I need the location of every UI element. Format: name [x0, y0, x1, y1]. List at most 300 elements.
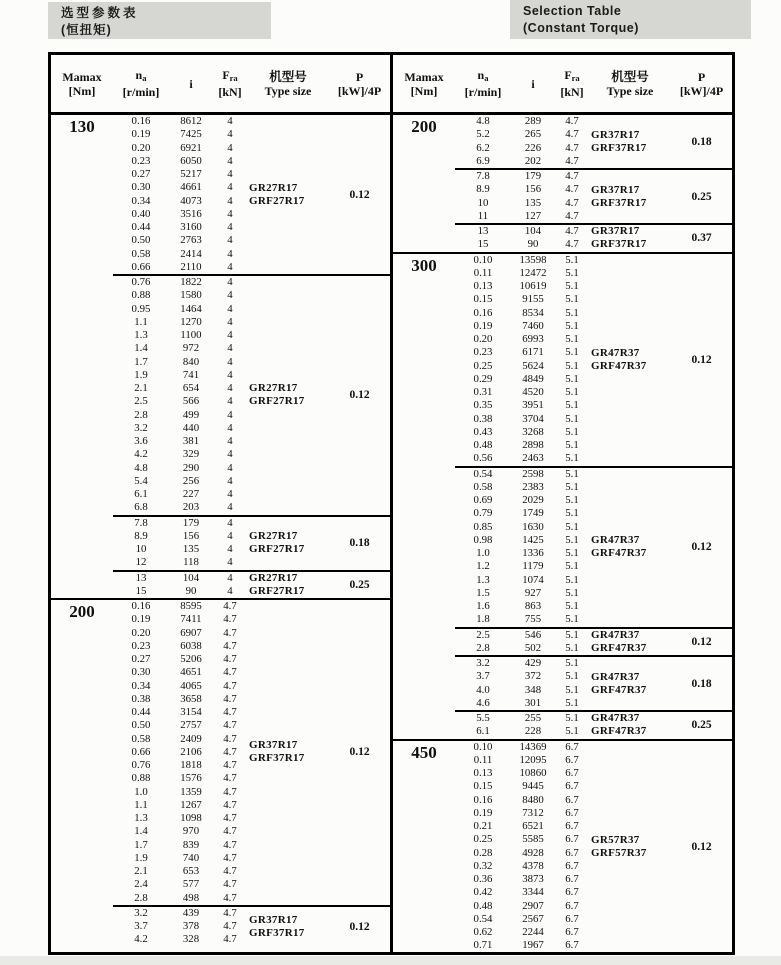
table-row [113, 613, 247, 626]
na-cell: 0.20 [131, 626, 151, 639]
i-cell: 104 [182, 571, 200, 584]
i-cell: 6038 [180, 639, 202, 652]
section-blocks [113, 115, 390, 598]
fra-cell: 4 [227, 342, 233, 355]
i-cell: 1464 [180, 302, 202, 315]
table-row [455, 521, 589, 534]
fra-cell: 4 [227, 501, 233, 514]
fra-cell: 4.7 [223, 653, 237, 665]
fra-cell: 4.7 [223, 851, 237, 864]
column-header-fra: $F_{ra}$ [kN] [218, 68, 242, 99]
table-left-body [51, 115, 390, 952]
fra-cell: 5.1 [565, 306, 579, 319]
fra-cell: 6.7 [565, 939, 579, 952]
na-cell: 1.8 [476, 613, 490, 626]
mamax-value: 200 [411, 117, 437, 136]
table-row [113, 666, 247, 679]
data-block [455, 254, 732, 466]
type-size-value: GR47R37 [591, 670, 640, 683]
i-cell: 4661 [180, 181, 202, 194]
fra-cell: 5.1 [565, 520, 579, 533]
i-cell: 226 [524, 141, 542, 154]
type-size-value: GR27R17 [249, 530, 298, 542]
na-cell: 1.9 [134, 851, 148, 864]
type-size-cell [589, 225, 671, 252]
i-cell: 4378 [522, 859, 544, 872]
type-size-value: GR57R37 [591, 833, 640, 846]
i-cell: 1359 [180, 785, 202, 798]
type-size-cell [247, 572, 329, 599]
table-row [113, 475, 247, 488]
block-rows [455, 468, 589, 627]
type-size-value: GRF27R17 [249, 194, 305, 207]
table-row [113, 316, 247, 329]
na-cell: 0.50 [131, 719, 151, 732]
fra-cell: 4 [227, 408, 233, 421]
fra-cell: 4.7 [223, 838, 237, 851]
na-cell: 5.5 [476, 712, 490, 724]
section-blocks [455, 741, 732, 953]
block-rows [455, 657, 589, 710]
na-cell: 0.95 [131, 302, 151, 315]
fra-cell: 6.7 [565, 793, 579, 806]
data-block [113, 600, 390, 905]
na-cell: 1.0 [476, 547, 490, 559]
na-cell: 0.38 [131, 692, 151, 705]
i-cell: 3268 [522, 425, 544, 438]
table-row [455, 439, 589, 452]
i-cell: 566 [182, 395, 200, 408]
na-cell: 1.1 [134, 798, 148, 811]
i-cell: 440 [182, 421, 200, 434]
na-cell: 0.10 [473, 253, 493, 266]
na-cell: 0.58 [473, 480, 493, 493]
i-cell: 577 [182, 878, 200, 891]
na-cell: 1.4 [134, 342, 148, 355]
i-cell: 863 [524, 600, 542, 612]
table-row [455, 807, 589, 820]
i-cell: 9445 [522, 780, 544, 793]
fra-cell: 5.1 [565, 346, 579, 359]
i-cell: 179 [524, 170, 542, 182]
i-cell: 2598 [522, 467, 544, 480]
table-row [113, 435, 247, 448]
na-cell: 0.44 [131, 221, 151, 233]
i-cell: 5585 [522, 833, 544, 846]
na-cell: 0.43 [473, 425, 493, 438]
type-size-value: GR47R37 [591, 628, 640, 641]
fra-cell: 4 [227, 260, 233, 273]
na-cell: 1.2 [476, 560, 490, 573]
na-cell: 0.88 [131, 772, 151, 785]
fra-cell: 4.7 [565, 209, 579, 222]
fra-cell: 5.1 [565, 425, 579, 438]
i-cell: 301 [524, 696, 542, 709]
table-row [113, 168, 247, 181]
table-left-panel [51, 55, 390, 952]
type-size-value: GRF37R17 [249, 926, 305, 939]
na-cell: 0.48 [473, 439, 493, 451]
i-cell: 2898 [522, 439, 544, 451]
type-size-value: GRF37R17 [249, 752, 305, 765]
fra-cell: 5.1 [565, 452, 579, 465]
table-row [113, 289, 247, 302]
na-cell: 0.54 [473, 912, 493, 925]
i-cell: 8534 [522, 306, 544, 319]
i-cell: 839 [182, 838, 200, 851]
fra-cell: 6.7 [565, 806, 579, 819]
i-cell: 1098 [180, 812, 202, 824]
table-row [455, 494, 589, 507]
i-cell: 1580 [180, 289, 202, 302]
table-row [455, 373, 589, 386]
fra-cell: 4 [227, 276, 233, 288]
na-cell: 0.85 [473, 520, 493, 533]
table-row [455, 600, 589, 613]
selection-table [48, 52, 735, 955]
na-cell: 0.69 [473, 494, 493, 506]
na-cell: 12 [135, 556, 147, 569]
table-row [455, 670, 589, 683]
i-cell: 202 [524, 154, 542, 167]
type-size-value: GRF27R17 [249, 543, 305, 555]
block-rows [455, 712, 589, 739]
table-row [455, 629, 589, 642]
fra-cell: 5.1 [565, 467, 579, 480]
na-cell: 0.16 [131, 600, 151, 612]
i-cell: 2567 [522, 912, 544, 925]
column-header-na: $n_a$ [r/min] [464, 68, 502, 99]
table-row [455, 684, 589, 697]
fra-cell: 6.7 [565, 740, 579, 753]
na-cell: 2.5 [134, 395, 148, 408]
na-cell: 4.6 [476, 696, 490, 709]
fra-cell: 4 [227, 571, 233, 584]
na-cell: 6.2 [476, 141, 490, 154]
block-rows [455, 115, 589, 168]
i-cell: 1818 [180, 759, 202, 771]
na-cell: 0.98 [473, 533, 493, 546]
na-cell: 0.34 [131, 679, 151, 692]
fra-cell: 5.1 [565, 628, 579, 641]
fra-cell: 4 [227, 516, 233, 529]
table-row [113, 462, 247, 475]
page-subtitle-en: (Constant Torque) [523, 21, 639, 35]
i-cell: 135 [182, 543, 200, 555]
type-size-cell [589, 712, 671, 739]
na-cell: 4.2 [134, 448, 148, 461]
na-cell: 0.20 [473, 333, 493, 345]
i-cell: 1425 [522, 533, 544, 546]
i-cell: 329 [182, 448, 200, 461]
block-rows [113, 276, 247, 515]
fra-cell: 4 [227, 421, 233, 434]
table-row [113, 208, 247, 221]
block-rows [455, 170, 589, 223]
fra-cell: 5.1 [565, 586, 579, 599]
i-cell: 653 [182, 865, 200, 877]
table-row [113, 115, 247, 128]
table-row [113, 653, 247, 666]
i-cell: 256 [182, 474, 200, 487]
page-bottom-margin [0, 956, 781, 965]
table-row [455, 142, 589, 155]
table-row [113, 852, 247, 865]
fra-cell: 5.1 [565, 412, 579, 425]
fra-cell: 5.1 [565, 480, 579, 493]
column-header-row [393, 55, 732, 115]
na-cell: 3.7 [134, 920, 148, 932]
i-cell: 7411 [180, 613, 202, 626]
table-row [113, 680, 247, 693]
fra-cell: 4 [227, 234, 233, 247]
fra-cell: 4 [227, 154, 233, 167]
power-value: 0.12 [349, 746, 370, 759]
table-row [455, 860, 589, 873]
table-row [113, 556, 247, 569]
na-cell: 1.4 [134, 825, 148, 838]
table-row [113, 920, 247, 933]
fra-cell: 4 [227, 141, 233, 154]
fra-cell: 4.7 [565, 115, 579, 127]
i-cell: 203 [182, 501, 200, 514]
i-cell: 378 [182, 920, 200, 932]
type-size-value: GRF47R37 [591, 359, 647, 372]
type-size-cell [589, 170, 671, 223]
data-block [455, 710, 732, 739]
table-row [113, 142, 247, 155]
na-cell: 0.19 [131, 613, 151, 626]
fra-cell: 4 [227, 584, 233, 597]
table-row [113, 812, 247, 825]
fra-cell: 4.7 [223, 626, 237, 639]
i-cell: 1630 [522, 520, 544, 533]
table-row [113, 772, 247, 785]
block-rows [113, 600, 247, 905]
i-cell: 927 [524, 586, 542, 599]
power-value: 0.12 [691, 840, 712, 853]
fra-cell: 4 [227, 382, 233, 394]
i-cell: 3516 [180, 207, 202, 220]
table-row [113, 261, 247, 274]
column-header-mamax: Mamax [Nm] [62, 69, 102, 98]
table-row [113, 395, 247, 408]
i-cell: 10619 [519, 280, 547, 292]
i-cell: 8612 [180, 115, 202, 127]
fra-cell: 4.7 [223, 798, 237, 811]
block-rows [455, 741, 589, 953]
table-row [455, 613, 589, 626]
table-row [455, 468, 589, 481]
type-size-value: GR47R37 [591, 534, 640, 546]
fra-cell: 5.1 [565, 641, 579, 654]
table-row [113, 422, 247, 435]
data-block [455, 627, 732, 656]
page-subtitle-cn: (恒扭矩) [61, 23, 112, 37]
i-cell: 227 [182, 488, 200, 500]
na-cell: 0.16 [131, 115, 151, 127]
fra-cell: 4 [227, 395, 233, 408]
fra-cell: 4.7 [223, 719, 237, 732]
i-cell: 3704 [522, 412, 544, 425]
na-cell: 6.8 [134, 501, 148, 514]
fra-cell: 4 [227, 448, 233, 461]
fra-cell: 4.7 [565, 196, 579, 209]
fra-cell: 4.7 [223, 759, 237, 771]
table-row [455, 507, 589, 520]
fra-cell: 6.7 [565, 859, 579, 872]
na-cell: 11 [477, 209, 489, 222]
fra-cell: 4.7 [223, 745, 237, 758]
type-size-value: GR37R17 [249, 913, 298, 926]
type-size-value: GR37R17 [591, 128, 640, 141]
type-size-value: GRF37R17 [591, 141, 647, 154]
column-header-na: $n_a$ [r/min] [122, 68, 160, 99]
data-block [113, 515, 390, 570]
table-row [113, 501, 247, 514]
i-cell: 118 [183, 556, 199, 569]
column-header-fra: $F_{ra}$ [kN] [560, 68, 584, 99]
na-cell: 0.19 [473, 806, 493, 819]
table-row [455, 794, 589, 807]
fra-cell: 4 [227, 247, 233, 260]
fra-cell: 5.1 [565, 657, 579, 669]
i-cell: 1967 [522, 939, 544, 952]
i-cell: 8595 [180, 600, 202, 612]
fra-cell: 5.1 [565, 372, 579, 385]
fra-cell: 6.7 [565, 926, 579, 938]
na-cell: 0.56 [473, 452, 493, 465]
fra-cell: 4 [227, 302, 233, 315]
torque-section-200 [51, 598, 390, 947]
block-rows [113, 572, 247, 599]
table-row [455, 780, 589, 793]
na-cell: 0.54 [473, 467, 493, 480]
i-cell: 2244 [522, 926, 544, 938]
table-row [455, 293, 589, 306]
table-row [455, 238, 589, 251]
table-row [113, 786, 247, 799]
na-cell: 0.48 [473, 899, 493, 912]
power-value: 0.18 [691, 135, 712, 148]
na-cell: 0.16 [473, 306, 493, 319]
na-cell: 7.8 [134, 516, 148, 529]
i-cell: 3344 [522, 886, 544, 899]
na-cell: 2.4 [134, 878, 148, 891]
na-cell: 0.66 [131, 745, 151, 758]
na-cell: 2.8 [134, 408, 148, 421]
na-cell: 0.32 [473, 859, 493, 872]
na-cell: 0.10 [473, 740, 493, 753]
fra-cell: 4 [227, 194, 233, 207]
table-row [113, 303, 247, 316]
i-cell: 3154 [180, 706, 202, 718]
type-size-cell [589, 741, 671, 953]
table-row [113, 627, 247, 640]
na-cell: 0.62 [473, 926, 493, 938]
type-size-cell [589, 254, 671, 466]
table-row [455, 574, 589, 587]
na-cell: 4.0 [476, 683, 490, 696]
table-row [455, 657, 589, 670]
table-row [455, 587, 589, 600]
fra-cell: 6.7 [565, 886, 579, 899]
fra-cell: 4 [227, 556, 233, 569]
fra-cell: 4.7 [223, 865, 237, 877]
fra-cell: 5.1 [565, 386, 579, 398]
table-row [455, 767, 589, 780]
fra-cell: 5.1 [565, 533, 579, 546]
power-value: 0.12 [349, 920, 370, 933]
table-row [455, 399, 589, 412]
type-size-value: GRF27R17 [249, 395, 305, 408]
na-cell: 3.7 [476, 670, 490, 683]
fra-cell: 5.1 [565, 696, 579, 709]
table-row [113, 543, 247, 556]
block-rows [113, 907, 247, 947]
table-row [113, 933, 247, 946]
type-size-value: GR37R17 [591, 183, 640, 196]
table-row [113, 342, 247, 355]
power-value: 0.12 [691, 541, 712, 553]
table-right-panel [393, 55, 732, 952]
table-row [113, 369, 247, 382]
i-cell: 127 [524, 209, 542, 222]
page-title-en: Selection Table [523, 4, 622, 18]
na-cell: 6.9 [476, 154, 490, 167]
i-cell: 6050 [180, 154, 202, 167]
na-cell: 0.11 [473, 753, 493, 766]
table-row [455, 346, 589, 359]
type-size-cell [589, 629, 671, 656]
na-cell: 6.1 [476, 725, 490, 738]
na-cell: 0.76 [131, 276, 151, 288]
table-row [455, 712, 589, 725]
na-cell: 10 [135, 543, 147, 555]
i-cell: 5206 [180, 653, 202, 665]
table-row [455, 386, 589, 399]
na-cell: 0.16 [473, 793, 493, 806]
i-cell: 7425 [180, 128, 202, 141]
fra-cell: 5.1 [565, 547, 579, 559]
i-cell: 6171 [522, 346, 544, 359]
block-rows [455, 254, 589, 466]
fra-cell: 5.1 [565, 494, 579, 506]
fra-cell: 4.7 [565, 154, 579, 167]
i-cell: 840 [182, 355, 200, 368]
na-cell: 0.23 [473, 346, 493, 359]
data-block [455, 741, 732, 953]
table-row [113, 719, 247, 732]
fra-cell: 6.7 [565, 899, 579, 912]
na-cell: 15 [477, 238, 489, 251]
type-size-cell [247, 276, 329, 515]
i-cell: 1822 [180, 276, 202, 288]
fra-cell: 5.1 [565, 712, 579, 724]
table-row [455, 642, 589, 655]
i-cell: 90 [185, 584, 197, 597]
na-cell: 0.76 [131, 759, 151, 771]
i-cell: 8480 [522, 793, 544, 806]
fra-cell: 4 [227, 181, 233, 194]
na-cell: 0.13 [473, 280, 493, 292]
fra-cell: 4.7 [223, 613, 237, 626]
table-row [113, 640, 247, 653]
i-cell: 9155 [522, 293, 544, 306]
i-cell: 4849 [522, 372, 544, 385]
i-cell: 740 [182, 851, 200, 864]
i-cell: 2029 [522, 494, 544, 506]
